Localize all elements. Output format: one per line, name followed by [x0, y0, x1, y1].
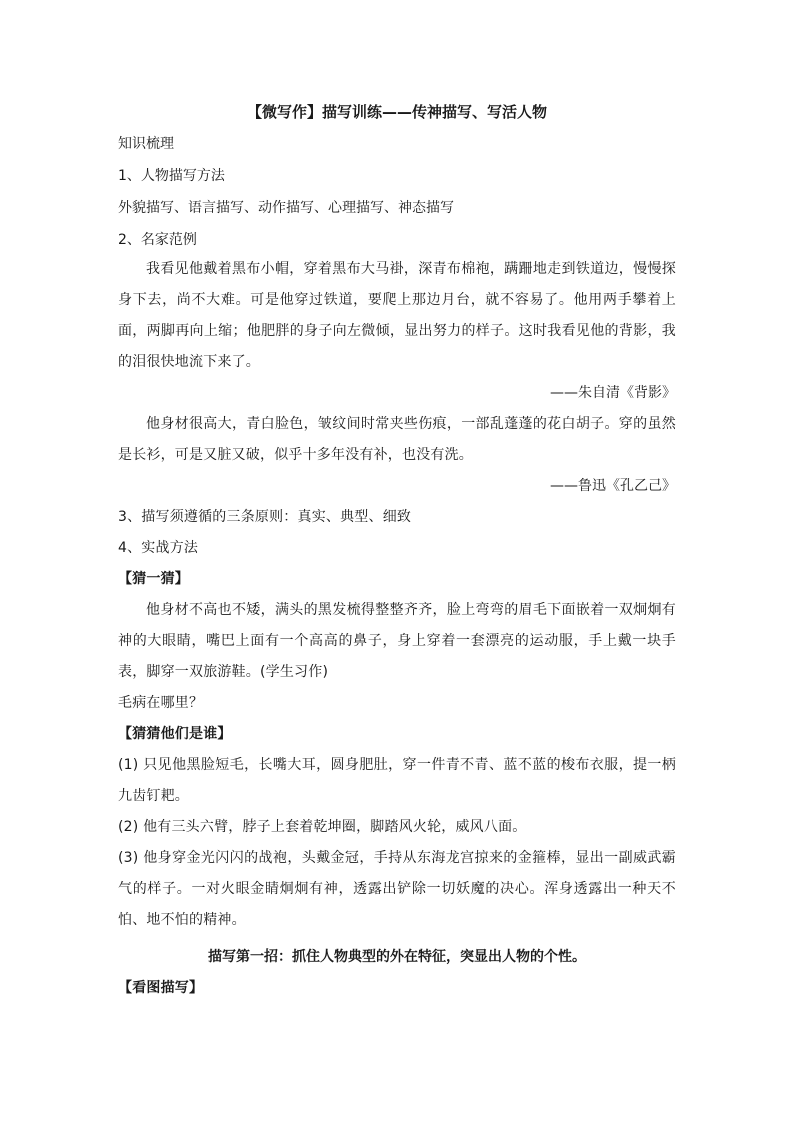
section-3: 3、描写须遵循的三条原则：真实、典型、细致 — [118, 509, 412, 525]
guess-who-heading: 【猜猜他们是谁】 — [118, 726, 232, 742]
knowledge-heading: 知识梳理 — [118, 136, 174, 152]
document-page — [118, 92, 676, 1004]
example-2-source: ——鲁迅《孔乙己》 — [550, 478, 676, 494]
document-title: 【微写作】描写训练——传神描写、写活人物 — [246, 103, 547, 121]
section-1-heading: 1、人物描写方法 — [118, 168, 225, 184]
guess-who-item-1: (1) 只见他黑脸短毛，长嘴大耳，圆身肥肚，穿一件青不青、蓝不蓝的梭布衣服，提一柄九齿钉耙。 — [118, 757, 676, 804]
guess-heading: 【猜一猜】 — [118, 571, 189, 587]
example-2-paragraph: 他身材很高大，青白脸色，皱纹间时常夹些伤痕，一部乱蓬蓬的花白胡子。穿的虽然是长衫，可是又脏又破，似乎十多年没有补，也没有洗。 — [118, 416, 676, 463]
guess-who-item-2: (2) 他有三头六臂，脖子上套着乾坤圈，脚踏风火轮，威风八面。 — [118, 819, 527, 835]
guess-who-item-3: (3) 他身穿金光闪闪的战袍，头戴金冠，手持从东海龙宫掠来的金箍棒，显出一副威武霸气的样子。一对火眼金睛炯炯有神，透露出铲除一切妖魔的决心。浑身透露出一种天不怕、地不怕的精神。 — [118, 850, 676, 928]
example-1-source: ——朱自清《背影》 — [550, 385, 676, 401]
section-1-body: 外貌描写、语言描写、动作描写、心理描写、神态描写 — [118, 200, 454, 216]
tip-1: 描写第一招：抓住人物典型的外在特征，突显出人物的个性。 — [208, 949, 586, 965]
question-line: 毛病在哪里？ — [118, 695, 204, 711]
picture-description-heading: 【看图描写】 — [118, 980, 204, 996]
guess-paragraph: 他身材不高也不矮，满头的黑发梳得整整齐齐，脸上弯弯的眉毛下面嵌着一双炯炯有神的大眼睛，嘴巴上面有一个高高的鼻子，身上穿着一套漂亮的运动服，手上戴一块手表，脚穿一双旅游鞋。(学生习作) — [118, 602, 676, 680]
example-1-paragraph: 我看见他戴着黑布小帽，穿着黑布大马褂，深青布棉袍，蹒跚地走到铁道边，慢慢探身下去，尚不大难。可是他穿过铁道，要爬上那边月台，就不容易了。他用两手攀着上面，两脚再向上缩；他肥胖的身子向左微倾，显出努力的样子。这时我看见他的背影，我的泪很快地流下来了。 — [118, 261, 676, 370]
section-2-heading: 2、名家范例 — [118, 232, 197, 248]
section-4: 4、实战方法 — [118, 540, 199, 556]
